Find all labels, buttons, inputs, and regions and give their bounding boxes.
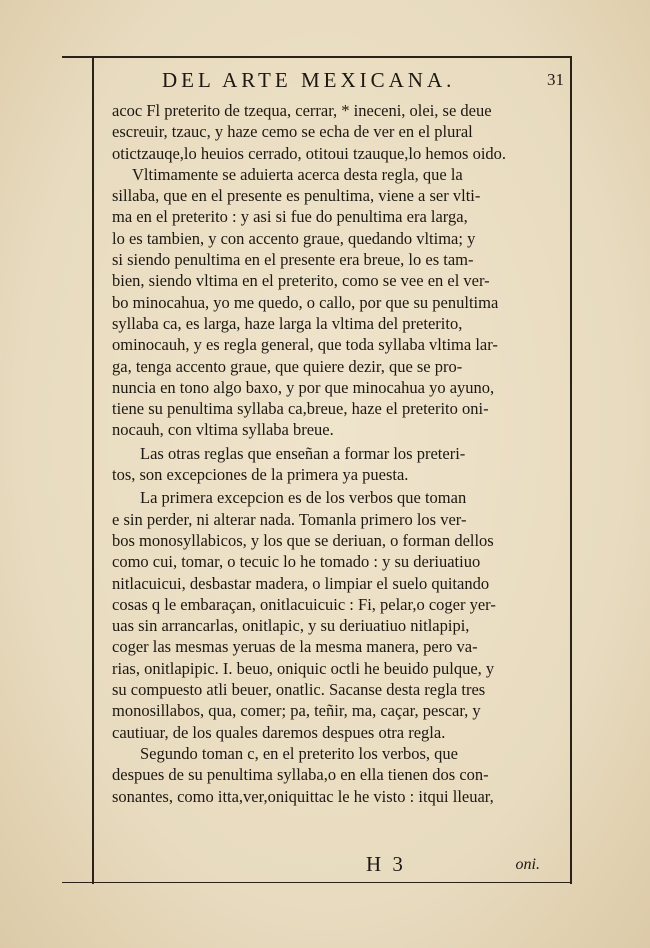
text-line: rias, onitlapipic. I. beuo, oniquic octli he beuido pulque, y — [112, 658, 495, 678]
text-line: La primera excepcion es de los verbos que toman — [140, 488, 467, 508]
text-line: Vltimamente se aduierta acerca desta regla, que la — [132, 164, 463, 184]
text-line: su compuesto atli beuer, onatlic. Sacanse desta regla tres — [112, 680, 486, 700]
text-line: nocauh, con vltima syllaba breue. — [112, 420, 334, 440]
signature-mark: H 3 — [366, 852, 406, 876]
text-line: tos, son excepciones de la primera ya puesta. — [112, 465, 409, 485]
text-line: sonantes, como itta,ver,oniquittac le he visto : itqui lleuar, — [112, 786, 494, 806]
text-line: acoc Fl preterito de tzequa, cerrar, * ineceni, olei, se deue — [112, 101, 492, 120]
text-line: como cui, tomar, o tecuic lo he tomado : y su deriuatiuo — [112, 552, 481, 572]
text-line: si siendo penultima en el presente era breue, lo es tam- — [112, 250, 474, 270]
text-line: e sin perder, ni alterar nada. Tomanla primero los ver- — [112, 509, 467, 529]
text-line: ominocauh, y es regla general, que toda syllaba vltima lar- — [112, 335, 498, 355]
text-line: nuncia en tono algo baxo, y por que minocahua yo ayuno, — [112, 377, 495, 397]
text-line: lo es tambien, y con accento graue, quedando vltima; y — [112, 228, 476, 248]
catchword: oni. — [515, 856, 540, 873]
text-line: bo minocahua, yo me quedo, o callo, por que su penultima — [112, 292, 499, 312]
text-line: uas sin arrancarlas, onitlapic, y su deriuatiuo nitlapipi, — [112, 616, 470, 636]
text-line: Segundo toman c, en el preterito los verbos, que — [140, 743, 459, 763]
text-line: bos monosyllabicos, y los que se deriuan, o forman dellos — [112, 530, 494, 550]
body-text — [112, 100, 560, 807]
right-margin-line — [570, 56, 572, 884]
text-line: despues de su penultima syllaba,o en ella tienen dos con- — [112, 765, 489, 785]
text-line: cosas q le embaraçan, onitlacuicuic : Fi, pelar,o coger yer- — [112, 594, 496, 614]
page-header — [90, 68, 570, 94]
text-line: syllaba ca, es larga, haze larga la vltima del preterito, — [112, 313, 463, 333]
text-line: otictzauqe,lo heuios cerrado, otitoui tzauque,lo hemos oido. — [112, 143, 507, 163]
text-line: ga, tenga accento graue, que quiere dezir, que se pro- — [112, 356, 463, 376]
text-line: bien, siendo vltima en el preterito, como se vee en el ver- — [112, 271, 490, 291]
text-line: escreuir, tzauc, y haze cemo se echa de ver en el plural — [112, 122, 473, 142]
text-line: Las otras reglas que enseñan a formar los preteri- — [140, 443, 466, 463]
page-number: 31 — [547, 70, 564, 89]
text-line: monosillabos, qua, comer; pa, teñir, ma, caçar, pescar, y — [112, 701, 481, 721]
text-line: ma en el preterito : y asi si fue do penultima era larga, — [112, 207, 468, 227]
top-rule — [62, 56, 570, 58]
text-line: tiene su penultima syllaba ca,breue, haze el preterito oni- — [112, 399, 489, 419]
text-line: coger las mesmas yeruas de la mesma manera, pero va- — [112, 637, 478, 657]
left-margin-line — [92, 56, 94, 884]
text-line: cautiuar, de los quales daremos despues otra regla. — [112, 722, 446, 742]
page-footer — [90, 852, 570, 882]
running-head: DEL ARTE MEXICANA. — [162, 68, 456, 92]
bottom-rule — [62, 882, 570, 883]
text-line: sillaba, que en el presente es penultima, viene a ser vlti- — [112, 186, 481, 206]
text-line: nitlacuicui, desbastar madera, o limpiar el suelo quitando — [112, 573, 490, 593]
